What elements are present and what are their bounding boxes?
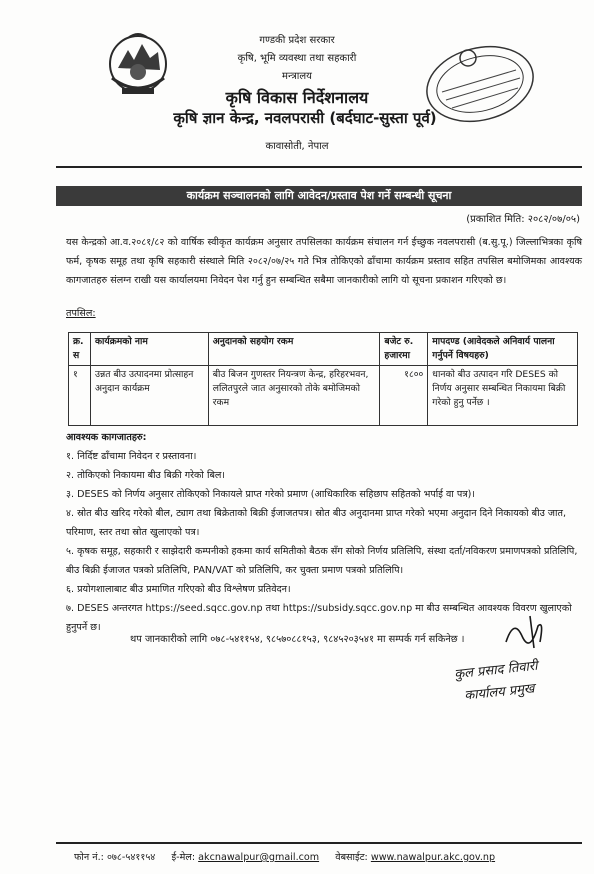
program-table — [68, 332, 578, 426]
table-header-row — [69, 333, 578, 366]
table-header-name: कार्यक्रमको नाम — [90, 333, 208, 366]
header-divider — [56, 166, 582, 168]
footer-divider — [56, 842, 582, 844]
document-item: १. निर्दिष्ट ढाँचामा निवेदन र प्रस्तावना। — [66, 451, 197, 462]
document-item: ५. कृषक समूह, सहकारी र साझेदारी कम्पनीको हकमा कार्य समितीको बैठक सँग सोको निर्णय प्रतिलिपि, संस्था दर्ता/नविकरण प्रमाणपत्रको प्रतिलिपि, बीउ बिक्री ईजाजत पत्रको प्रतिलिपि, PAN/VAT को प्रतिलिपि, कर चुक्ता प्रमाण पत्रको प्रतिलिपि। — [66, 546, 578, 576]
footer-phone-label: फोन नं.: — [74, 852, 104, 863]
office-stamp-icon — [420, 40, 538, 128]
header-directorate: कृषि विकास निर्देशनालय — [225, 88, 369, 107]
table-header-sn: क्र. स — [69, 333, 91, 366]
footer-email-label: ई-मेल: — [171, 852, 196, 863]
header-government: गण्डकी प्रदेश सरकार — [259, 35, 335, 46]
notice-title: कार्यक्रम सञ्चालनको लागि आवेदन/प्रस्ताव पेश गर्ने सम्बन्धी सूचना — [56, 186, 582, 206]
details-label: तपसिल: — [66, 308, 96, 319]
table-cell-budget: १८०० — [380, 366, 428, 426]
published-date: (प्रकाशित मिति: २०८२/०७/०५) — [466, 214, 580, 225]
document-item: ७. DESES अन्तरगत https://seed.sqcc.gov.np तथा https://subsidy.sqcc.gov.np मा बीउ सम्बन्धित आवश्यक विवरण खुलाएको हुनुपर्ने छ। — [66, 603, 572, 633]
document-item: ६. प्रयोगशालाबाट बीउ प्रमाणित गरिएको बीउ विश्लेषण प्रतिवेदन। — [66, 584, 291, 595]
notice-paragraph: यस केन्द्रको आ.व.२०८१/८२ को वार्षिक स्वीकृत कार्यक्रम अनुसार तपसिलका कार्यक्रम संचालन गर्न ईच्छुक नवलपरासी (ब.सु.पू.) जिल्लाभित्रका कृषि फर्म, कृषक समूह तथा कृषि सहकारी संस्थाले मिति २०८२/०७/२५ गते भित्र तोकिएको ढाँचामा कार्यक्रम प्रस्ताव सहित तपसिल बमोजिमका आवश्यक कागजातहरु संलग्न राखी यस कार्यालयमा निवेदन पेश गर्नु हुन सम्बन्धित सबैमा जानकारीको लागि यो सूचना प्रकाशन गरिएको छ। — [66, 237, 582, 286]
header-ministry-line2: मन्त्रालय — [282, 71, 312, 82]
table-header-criteria: मापदण्ड (आवेदकले अनिवार्य पालना गर्नुपर्ने विषयहरु) — [428, 333, 578, 366]
footer-email-link[interactable]: akcnawalpur@gmail.com — [198, 852, 320, 863]
signer-name: कुल प्रसाद तिवारी — [453, 658, 539, 683]
header-office-name: कृषि ज्ञान केन्द्र, नवलपरासी (बर्दघाट-सुस्ता पूर्व) — [173, 109, 437, 127]
table-row — [69, 366, 578, 426]
contact-line: थप जानकारीको लागि ०७८-५४११५४, ९८५७०८८१५३, ९८४५२०३५४१ मा सम्पर्क गर्न सकिनेछ । — [130, 634, 465, 645]
table-cell-criteria: धानको बीउ उत्पादन गरि DESES को निर्णय अनुसार सम्बन्धित निकायमा बिक्री गरेको हुनु पर्नेछ । — [428, 366, 578, 426]
document-item: ३. DESES को निर्णय अनुसार तोकिएको निकायले प्राप्त गरेको प्रमाण (आधिकारिक सहिछाप सहितको भर्पाई वा पत्र)। — [66, 489, 476, 500]
table-header-subsidy: अनुदानको सहयोग रकम — [208, 333, 380, 366]
table-cell-subsidy: बीउ बिजन गुणस्तर नियन्त्रण केन्द्र, हरिहरभवन, ललितपुरले जात अनुसारको तोके बमोजिमको रकम — [208, 366, 380, 426]
document-item: ४. स्रोत बीउ खरिद गरेको बील, ट्याग तथा बिक्रेताको बिक्री ईजाजतपत्र। स्रोत बीउ अनुदानमा प्राप्त गरेको भएमा अनुदान दिने निकायको बीउ जात, परिमाण, स्तर तथा स्रोत खुलाएको पत्र। — [66, 508, 567, 538]
table-cell-name: उन्नत बीउ उत्पादनमा प्रोत्साहन अनुदान कार्यक्रम — [90, 366, 208, 426]
footer — [74, 850, 574, 863]
documents-title: आवश्यक कागजातहरु: — [66, 432, 147, 443]
signer-title: कार्यालय प्रमुख — [463, 681, 536, 704]
header-location: कावासोती, नेपाल — [265, 141, 329, 152]
footer-website-link[interactable]: www.nawalpur.akc.gov.np — [370, 852, 496, 863]
signature-icon — [500, 612, 560, 652]
footer-phone: ०७८-५४११५४ — [106, 852, 156, 863]
table-cell-sn: १ — [69, 366, 91, 426]
document-item: २. तोकिएको निकायमा बीउ बिक्री गरेको बिल। — [66, 470, 226, 481]
footer-website-label: वेबसाईट: — [335, 852, 368, 863]
header-ministry-line1: कृषि, भूमि व्यवस्था तथा सहकारी — [237, 53, 357, 64]
table-header-budget: बजेट रु. हजारमा — [380, 333, 428, 366]
